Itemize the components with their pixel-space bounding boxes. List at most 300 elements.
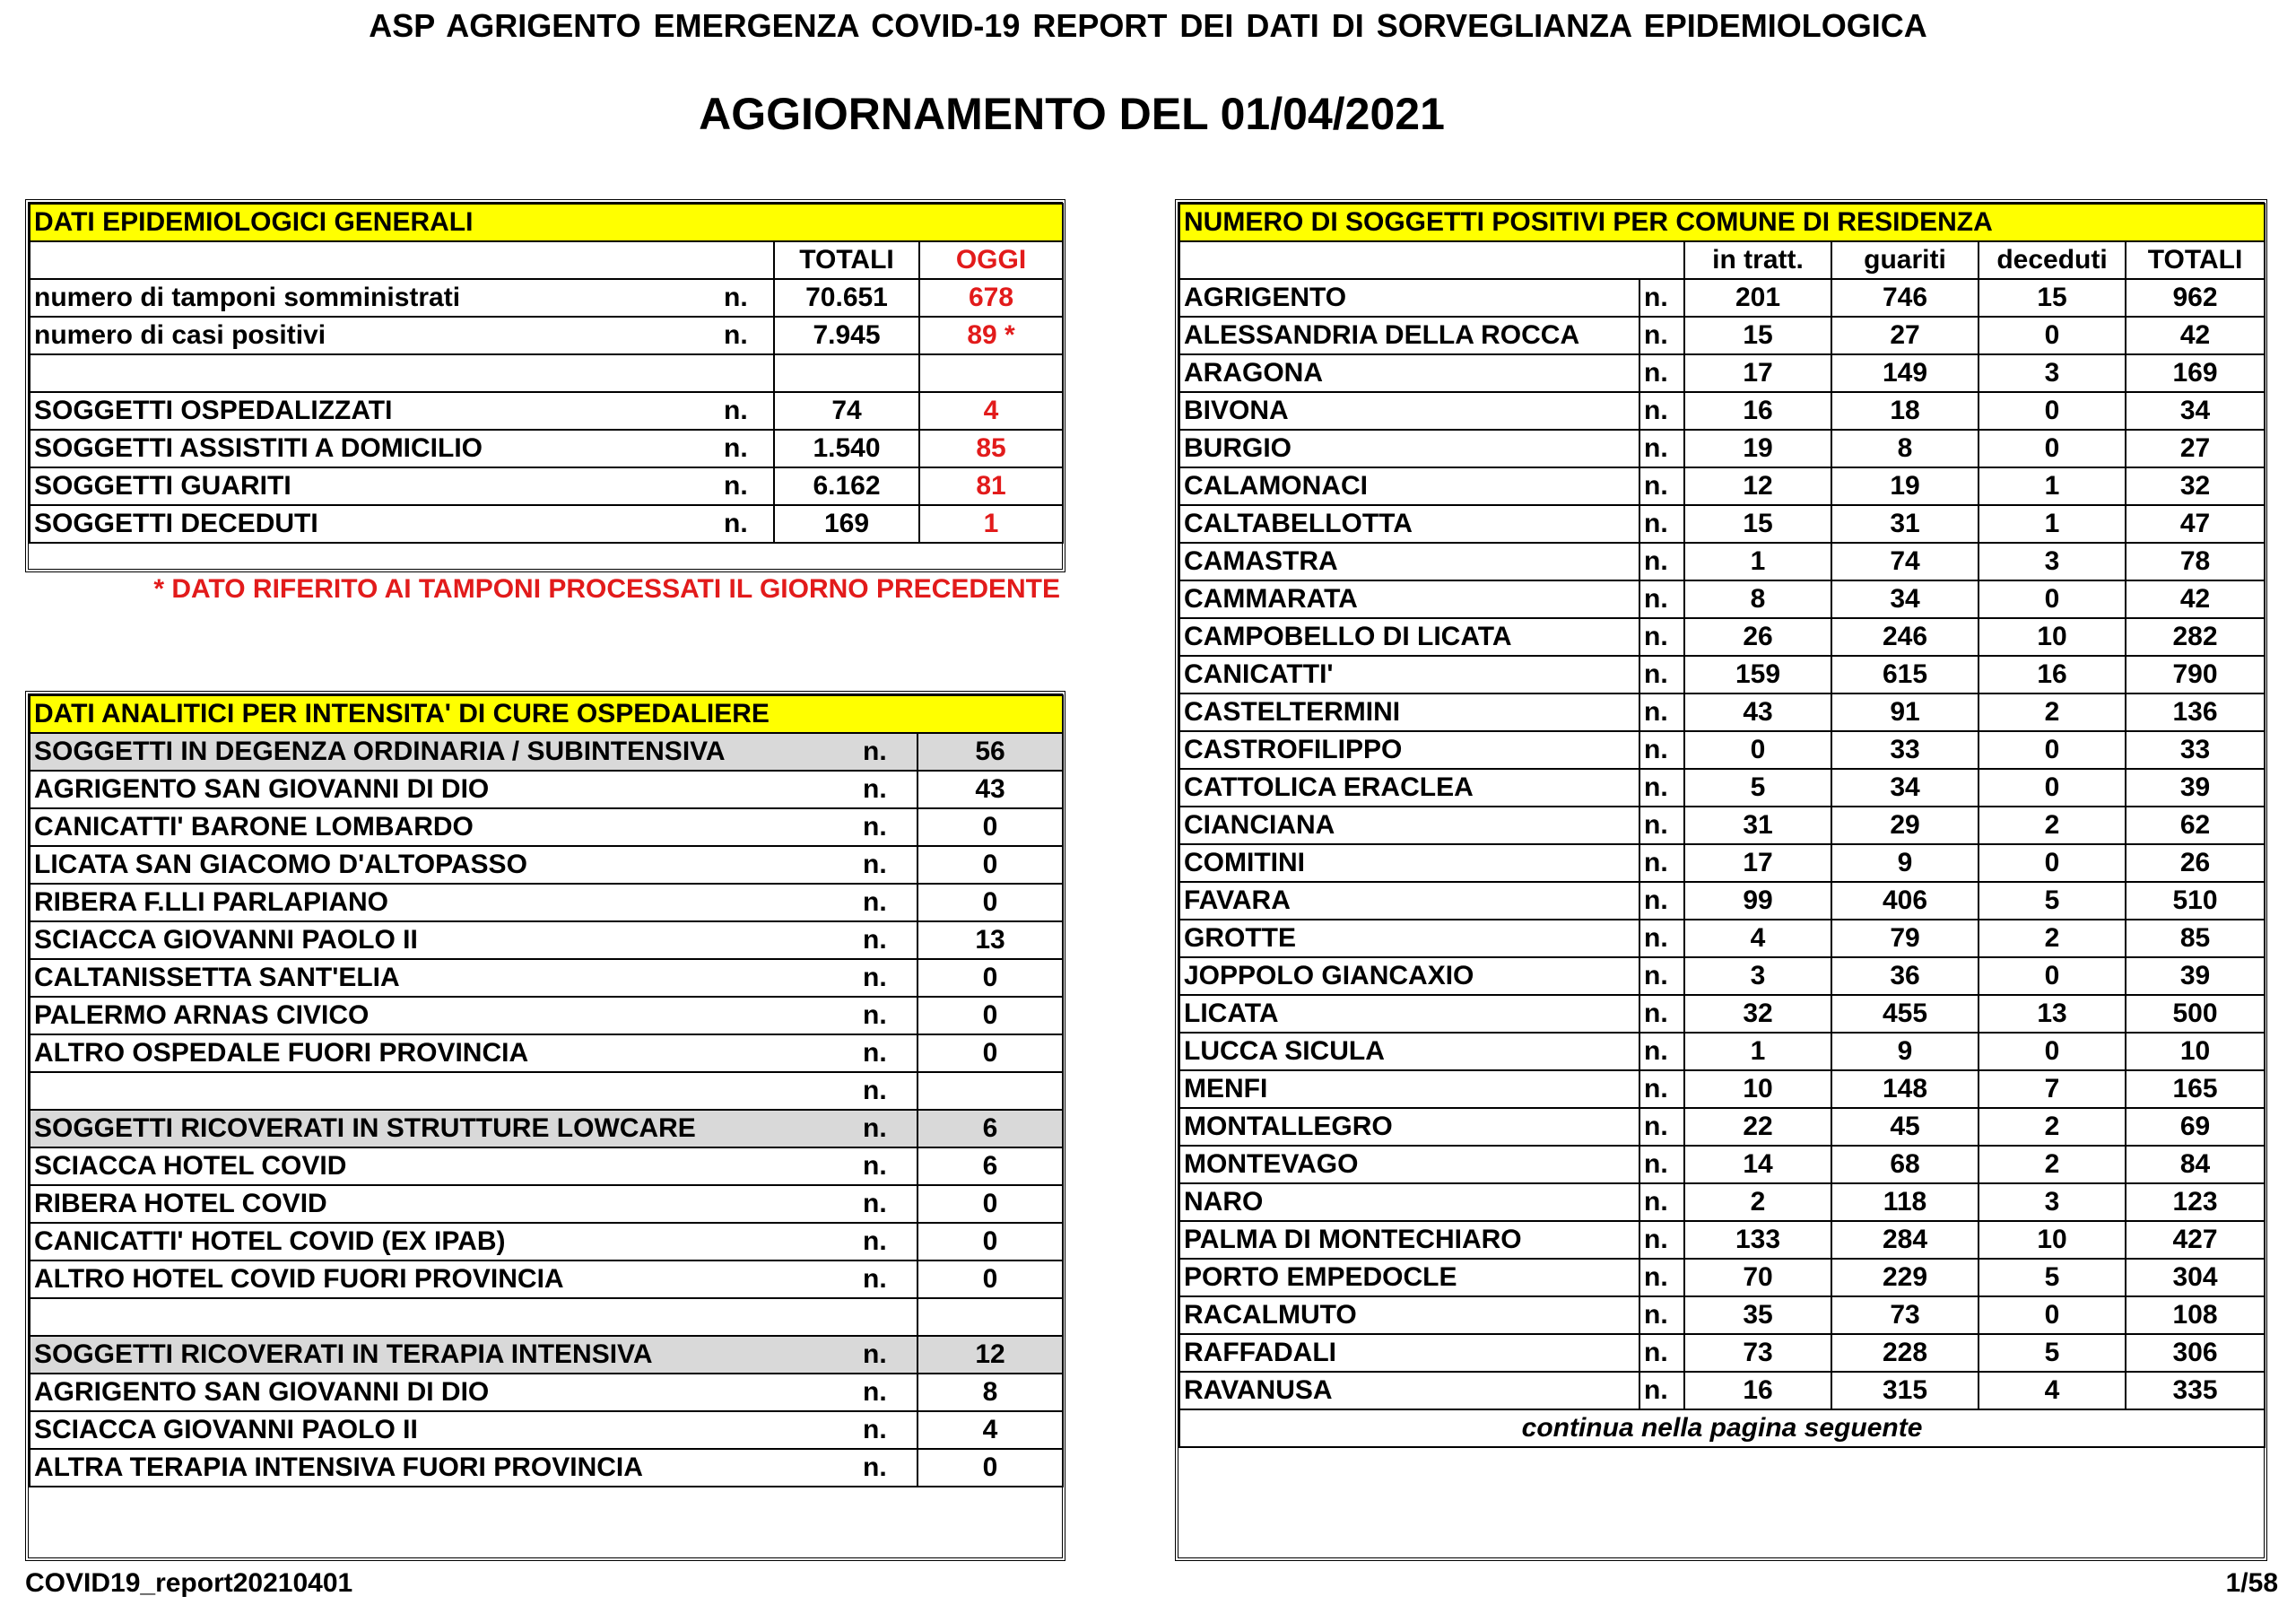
comuni-header-blank: [1179, 241, 1684, 279]
comune-row: [1179, 430, 2265, 467]
comune-guariti: 34: [1831, 769, 1979, 807]
comune-totali: 39: [2126, 769, 2265, 807]
general-header-blank: [30, 241, 774, 279]
comune-unit: n.: [1639, 957, 1684, 995]
comune-row: [1179, 957, 2265, 995]
hospital-row-unit: n.: [859, 1449, 918, 1487]
comuni-continue-row: [1179, 1409, 2265, 1447]
comune-row: [1179, 1221, 2265, 1259]
hospital-row-unit: n.: [859, 1411, 918, 1449]
general-row: [30, 279, 1063, 317]
comune-name: FAVARA: [1179, 882, 1639, 920]
hospital-row-label: AGRIGENTO SAN GIOVANNI DI DIO: [30, 771, 859, 808]
comune-guariti: 79: [1831, 920, 1979, 957]
general-row-unit: n.: [720, 279, 774, 317]
comune-row: [1179, 467, 2265, 505]
hospital-row-unit: [859, 1298, 918, 1336]
hospital-row-unit: n.: [859, 997, 918, 1034]
hospital-row-unit: n.: [859, 1147, 918, 1185]
hospital-row: [30, 1223, 1063, 1260]
hospital-data-table: [29, 694, 1064, 1487]
comune-name: BURGIO: [1179, 430, 1639, 467]
hospital-row-unit: n.: [859, 1110, 918, 1147]
hospital-row: [30, 921, 1063, 959]
hospital-row: [30, 846, 1063, 884]
general-row-unit: n.: [720, 467, 774, 505]
hospital-row-value: 13: [918, 921, 1063, 959]
comune-name: COMITINI: [1179, 844, 1639, 882]
comuni-section-title: NUMERO DI SOGGETTI POSITIVI PER COMUNE DI RESIDENZA: [1179, 204, 2265, 241]
comune-totali: 34: [2126, 392, 2265, 430]
hospital-row-label: ALTRO OSPEDALE FUORI PROVINCIA: [30, 1034, 859, 1072]
comune-totali: 42: [2126, 580, 2265, 618]
hospital-row-label: ALTRO HOTEL COVID FUORI PROVINCIA: [30, 1260, 859, 1298]
comune-deceduti: 2: [1979, 1146, 2126, 1183]
hospital-row: [30, 1260, 1063, 1298]
hospital-row-value: 0: [918, 884, 1063, 921]
comune-name: CAMPOBELLO DI LICATA: [1179, 618, 1639, 656]
comune-unit: n.: [1639, 1296, 1684, 1334]
comune-guariti: 148: [1831, 1070, 1979, 1108]
comune-in-tratt: 73: [1684, 1334, 1831, 1372]
general-row-oggi: 4: [919, 392, 1063, 430]
comune-row: [1179, 279, 2265, 317]
comune-totali: 62: [2126, 807, 2265, 844]
hospital-row-label: PALERMO ARNAS CIVICO: [30, 997, 859, 1034]
general-row-totali: 6.162: [774, 467, 919, 505]
comune-unit: n.: [1639, 882, 1684, 920]
comune-in-tratt: 3: [1684, 957, 1831, 995]
hospital-row-value: 8: [918, 1374, 1063, 1411]
general-row: [30, 505, 1063, 543]
comune-row: [1179, 769, 2265, 807]
comune-deceduti: 15: [1979, 279, 2126, 317]
comune-deceduti: 0: [1979, 392, 2126, 430]
comune-guariti: 455: [1831, 995, 1979, 1033]
general-row-label: numero di tamponi somministrati: [30, 279, 720, 317]
comune-totali: 33: [2126, 731, 2265, 769]
comune-row: [1179, 807, 2265, 844]
comune-unit: n.: [1639, 995, 1684, 1033]
general-row-label: [30, 354, 720, 392]
comune-deceduti: 2: [1979, 1108, 2126, 1146]
comune-name: ALESSANDRIA DELLA ROCCA: [1179, 317, 1639, 354]
comune-deceduti: 0: [1979, 769, 2126, 807]
comune-row: [1179, 920, 2265, 957]
continue-note: continua nella pagina seguente: [1179, 1409, 2265, 1447]
general-row-oggi: [919, 354, 1063, 392]
comune-row: [1179, 1372, 2265, 1409]
comune-deceduti: 13: [1979, 995, 2126, 1033]
comune-totali: 47: [2126, 505, 2265, 543]
hospital-section-title: DATI ANALITICI PER INTENSITA' DI CURE OSPEDALIERE: [30, 695, 1063, 733]
comune-unit: n.: [1639, 731, 1684, 769]
comune-guariti: 74: [1831, 543, 1979, 580]
comune-unit: n.: [1639, 769, 1684, 807]
comune-in-tratt: 2: [1684, 1183, 1831, 1221]
comune-row: [1179, 317, 2265, 354]
comune-deceduti: 0: [1979, 580, 2126, 618]
comune-unit: n.: [1639, 656, 1684, 693]
comuni-data-frame: [1175, 199, 2267, 1561]
comune-unit: n.: [1639, 467, 1684, 505]
report-date-title: AGGIORNAMENTO DEL 01/04/2021: [699, 89, 1445, 139]
comune-totali: 306: [2126, 1334, 2265, 1372]
comune-totali: 26: [2126, 844, 2265, 882]
comune-deceduti: 1: [1979, 467, 2126, 505]
comune-row: [1179, 580, 2265, 618]
general-row-oggi: 89 *: [919, 317, 1063, 354]
comune-unit: n.: [1639, 1334, 1684, 1372]
comune-deceduti: 5: [1979, 1334, 2126, 1372]
comune-unit: n.: [1639, 354, 1684, 392]
hospital-row-unit: n.: [859, 1185, 918, 1223]
comune-guariti: 68: [1831, 1146, 1979, 1183]
hospital-row-label: SCIACCA GIOVANNI PAOLO II: [30, 1411, 859, 1449]
comune-in-tratt: 0: [1684, 731, 1831, 769]
comune-unit: n.: [1639, 1070, 1684, 1108]
comune-unit: n.: [1639, 1221, 1684, 1259]
comune-in-tratt: 12: [1684, 467, 1831, 505]
comune-unit: n.: [1639, 317, 1684, 354]
comune-unit: n.: [1639, 807, 1684, 844]
comune-unit: n.: [1639, 1108, 1684, 1146]
general-row-unit: n.: [720, 430, 774, 467]
hospital-data-frame: [25, 691, 1065, 1561]
comune-name: RAFFADALI: [1179, 1334, 1639, 1372]
comune-row: [1179, 505, 2265, 543]
comune-in-tratt: 26: [1684, 618, 1831, 656]
comune-in-tratt: 1: [1684, 543, 1831, 580]
hospital-row-value: [918, 1298, 1063, 1336]
comune-in-tratt: 15: [1684, 505, 1831, 543]
comune-guariti: 8: [1831, 430, 1979, 467]
comune-unit: n.: [1639, 430, 1684, 467]
comune-in-tratt: 32: [1684, 995, 1831, 1033]
comune-guariti: 9: [1831, 1033, 1979, 1070]
hospital-row: [30, 1072, 1063, 1110]
hospital-row: [30, 1185, 1063, 1223]
comune-name: CALTABELLOTTA: [1179, 505, 1639, 543]
comune-deceduti: 10: [1979, 618, 2126, 656]
general-row-totali: 1.540: [774, 430, 919, 467]
general-row-totali: 74: [774, 392, 919, 430]
hospital-row-label: RIBERA F.LLI PARLAPIANO: [30, 884, 859, 921]
hospital-row-value: 56: [918, 733, 1063, 771]
general-section-title: DATI EPIDEMIOLOGICI GENERALI: [30, 204, 1063, 241]
comune-totali: 335: [2126, 1372, 2265, 1409]
comune-totali: 123: [2126, 1183, 2265, 1221]
comune-row: [1179, 693, 2265, 731]
comune-deceduti: 0: [1979, 1296, 2126, 1334]
comune-unit: n.: [1639, 1259, 1684, 1296]
comune-deceduti: 3: [1979, 543, 2126, 580]
comune-name: CALAMONACI: [1179, 467, 1639, 505]
comune-in-tratt: 16: [1684, 1372, 1831, 1409]
comune-name: JOPPOLO GIANCAXIO: [1179, 957, 1639, 995]
hospital-row-value: 0: [918, 1034, 1063, 1072]
comune-guariti: 34: [1831, 580, 1979, 618]
comune-unit: n.: [1639, 279, 1684, 317]
hospital-row-value: 0: [918, 1260, 1063, 1298]
comune-guariti: 73: [1831, 1296, 1979, 1334]
general-row-totali: 70.651: [774, 279, 919, 317]
hospital-row-label: [30, 1072, 859, 1110]
page-number: 1/58: [2225, 1568, 2278, 1598]
general-row-unit: n.: [720, 317, 774, 354]
hospital-row-label: CANICATTI' BARONE LOMBARDO: [30, 808, 859, 846]
general-row-label: SOGGETTI ASSISTITI A DOMICILIO: [30, 430, 720, 467]
hospital-row-unit: n.: [859, 921, 918, 959]
comune-guariti: 9: [1831, 844, 1979, 882]
comune-guariti: 229: [1831, 1259, 1979, 1296]
comune-deceduti: 16: [1979, 656, 2126, 693]
hospital-row-unit: n.: [859, 846, 918, 884]
comune-row: [1179, 1146, 2265, 1183]
comune-name: RACALMUTO: [1179, 1296, 1639, 1334]
hospital-row-value: [918, 1072, 1063, 1110]
comune-guariti: 315: [1831, 1372, 1979, 1409]
comune-name: ARAGONA: [1179, 354, 1639, 392]
comune-deceduti: 0: [1979, 731, 2126, 769]
hospital-row-value: 0: [918, 997, 1063, 1034]
comune-name: CASTELTERMINI: [1179, 693, 1639, 731]
comuni-data-table: [1178, 203, 2266, 1448]
comune-deceduti: 0: [1979, 957, 2126, 995]
hospital-row-unit: n.: [859, 959, 918, 997]
comune-name: CASTROFILIPPO: [1179, 731, 1639, 769]
general-row: [30, 467, 1063, 505]
hospital-row: [30, 997, 1063, 1034]
comune-guariti: 246: [1831, 618, 1979, 656]
comune-name: PORTO EMPEDOCLE: [1179, 1259, 1639, 1296]
general-row-oggi: 678: [919, 279, 1063, 317]
comune-totali: 69: [2126, 1108, 2265, 1146]
comune-name: BIVONA: [1179, 392, 1639, 430]
comune-in-tratt: 1: [1684, 1033, 1831, 1070]
comune-row: [1179, 392, 2265, 430]
report-filename: COVID19_report20210401: [25, 1568, 353, 1598]
general-data-table: [29, 203, 1064, 544]
comune-deceduti: 0: [1979, 1033, 2126, 1070]
comune-guariti: 615: [1831, 656, 1979, 693]
comune-guariti: 33: [1831, 731, 1979, 769]
comune-in-tratt: 17: [1684, 354, 1831, 392]
comune-in-tratt: 201: [1684, 279, 1831, 317]
col-totali-header: TOTALI: [774, 241, 919, 279]
hospital-row-unit: n.: [859, 808, 918, 846]
hospital-row-label: AGRIGENTO SAN GIOVANNI DI DIO: [30, 1374, 859, 1411]
comune-row: [1179, 1334, 2265, 1372]
comune-name: CIANCIANA: [1179, 807, 1639, 844]
comune-in-tratt: 4: [1684, 920, 1831, 957]
comune-deceduti: 0: [1979, 430, 2126, 467]
comune-guariti: 18: [1831, 392, 1979, 430]
comune-row: [1179, 1296, 2265, 1334]
hospital-row-unit: n.: [859, 1374, 918, 1411]
hospital-row-unit: n.: [859, 1336, 918, 1374]
general-row: [30, 354, 1063, 392]
comune-in-tratt: 99: [1684, 882, 1831, 920]
hospital-group-row: [30, 1336, 1063, 1374]
hospital-row-value: 6: [918, 1147, 1063, 1185]
comune-name: CAMMARATA: [1179, 580, 1639, 618]
comune-totali: 169: [2126, 354, 2265, 392]
comune-name: LUCCA SICULA: [1179, 1033, 1639, 1070]
hospital-row-value: 4: [918, 1411, 1063, 1449]
comune-row: [1179, 995, 2265, 1033]
comune-totali: 85: [2126, 920, 2265, 957]
general-row: [30, 317, 1063, 354]
comune-guariti: 149: [1831, 354, 1979, 392]
comune-totali: 32: [2126, 467, 2265, 505]
comune-totali: 39: [2126, 957, 2265, 995]
comune-deceduti: 2: [1979, 807, 2126, 844]
comune-in-tratt: 70: [1684, 1259, 1831, 1296]
comune-guariti: 746: [1831, 279, 1979, 317]
comune-deceduti: 0: [1979, 317, 2126, 354]
comune-unit: n.: [1639, 844, 1684, 882]
comune-name: RAVANUSA: [1179, 1372, 1639, 1409]
comune-totali: 500: [2126, 995, 2265, 1033]
comune-unit: n.: [1639, 1033, 1684, 1070]
hospital-row: [30, 1374, 1063, 1411]
comune-row: [1179, 1070, 2265, 1108]
comune-guariti: 45: [1831, 1108, 1979, 1146]
comune-unit: n.: [1639, 392, 1684, 430]
hospital-row-unit: n.: [859, 771, 918, 808]
hospital-row-label: [30, 1298, 859, 1336]
tamponi-footnote: * DATO RIFERITO AI TAMPONI PROCESSATI IL GIORNO PRECEDENTE: [153, 574, 1060, 604]
hospital-row: [30, 1147, 1063, 1185]
comune-row: [1179, 731, 2265, 769]
hospital-row-label: CANICATTI' HOTEL COVID (EX IPAB): [30, 1223, 859, 1260]
comune-guariti: 36: [1831, 957, 1979, 995]
comune-in-tratt: 17: [1684, 844, 1831, 882]
comune-name: CAMASTRA: [1179, 543, 1639, 580]
comune-guariti: 91: [1831, 693, 1979, 731]
hospital-row-value: 0: [918, 1223, 1063, 1260]
comune-in-tratt: 159: [1684, 656, 1831, 693]
hospital-row-value: 43: [918, 771, 1063, 808]
general-row-totali: 169: [774, 505, 919, 543]
hospital-row-label: SCIACCA GIOVANNI PAOLO II: [30, 921, 859, 959]
comune-guariti: 118: [1831, 1183, 1979, 1221]
comune-in-tratt: 10: [1684, 1070, 1831, 1108]
general-row: [30, 430, 1063, 467]
general-row-unit: [720, 354, 774, 392]
comune-name: GROTTE: [1179, 920, 1639, 957]
comune-in-tratt: 43: [1684, 693, 1831, 731]
comune-row: [1179, 354, 2265, 392]
comune-totali: 84: [2126, 1146, 2265, 1183]
comune-unit: n.: [1639, 1183, 1684, 1221]
comune-unit: n.: [1639, 505, 1684, 543]
general-row-oggi: 1: [919, 505, 1063, 543]
comune-row: [1179, 618, 2265, 656]
comune-totali: 10: [2126, 1033, 2265, 1070]
general-row-totali: [774, 354, 919, 392]
general-row: [30, 392, 1063, 430]
comune-name: MENFI: [1179, 1070, 1639, 1108]
comune-totali: 962: [2126, 279, 2265, 317]
hospital-row: [30, 1449, 1063, 1487]
comune-in-tratt: 31: [1684, 807, 1831, 844]
comune-name: AGRIGENTO: [1179, 279, 1639, 317]
comune-name: MONTALLEGRO: [1179, 1108, 1639, 1146]
comune-guariti: 29: [1831, 807, 1979, 844]
comune-guariti: 31: [1831, 505, 1979, 543]
general-row-label: numero di casi positivi: [30, 317, 720, 354]
hospital-row-label: SOGGETTI IN DEGENZA ORDINARIA / SUBINTENSIVA: [30, 733, 859, 771]
comune-deceduti: 5: [1979, 882, 2126, 920]
hospital-row: [30, 1298, 1063, 1336]
col-in-tratt-header: in tratt.: [1684, 241, 1831, 279]
comune-deceduti: 3: [1979, 1183, 2126, 1221]
hospital-row-value: 6: [918, 1110, 1063, 1147]
hospital-group-row: [30, 733, 1063, 771]
comune-deceduti: 7: [1979, 1070, 2126, 1108]
comune-guariti: 228: [1831, 1334, 1979, 1372]
comune-guariti: 27: [1831, 317, 1979, 354]
hospital-row-value: 0: [918, 846, 1063, 884]
general-row-unit: n.: [720, 505, 774, 543]
general-row-unit: n.: [720, 392, 774, 430]
report-title: ASP AGRIGENTO EMERGENZA COVID-19 REPORT DEI DATI DI SORVEGLIANZA EPIDEMIOLOGICA: [369, 7, 1927, 44]
col-deceduti-header: deceduti: [1979, 241, 2126, 279]
col-oggi-header: OGGI: [919, 241, 1063, 279]
comune-guariti: 406: [1831, 882, 1979, 920]
hospital-row: [30, 771, 1063, 808]
comune-row: [1179, 543, 2265, 580]
comune-in-tratt: 22: [1684, 1108, 1831, 1146]
comune-unit: n.: [1639, 1372, 1684, 1409]
comune-deceduti: 0: [1979, 844, 2126, 882]
comune-name: MONTEVAGO: [1179, 1146, 1639, 1183]
comune-deceduti: 10: [1979, 1221, 2126, 1259]
hospital-row-label: LICATA SAN GIACOMO D'ALTOPASSO: [30, 846, 859, 884]
comune-unit: n.: [1639, 693, 1684, 731]
comune-in-tratt: 19: [1684, 430, 1831, 467]
comune-deceduti: 1: [1979, 505, 2126, 543]
comune-row: [1179, 882, 2265, 920]
hospital-row: [30, 1034, 1063, 1072]
comune-totali: 510: [2126, 882, 2265, 920]
comune-deceduti: 2: [1979, 920, 2126, 957]
comune-deceduti: 2: [1979, 693, 2126, 731]
comune-in-tratt: 8: [1684, 580, 1831, 618]
comune-name: LICATA: [1179, 995, 1639, 1033]
comune-in-tratt: 5: [1684, 769, 1831, 807]
hospital-row-value: 0: [918, 1185, 1063, 1223]
hospital-row-label: CALTANISSETTA SANT'ELIA: [30, 959, 859, 997]
comune-deceduti: 4: [1979, 1372, 2126, 1409]
comune-name: NARO: [1179, 1183, 1639, 1221]
hospital-row-value: 0: [918, 808, 1063, 846]
col-guariti-header: guariti: [1831, 241, 1979, 279]
comune-row: [1179, 1108, 2265, 1146]
hospital-row-label: SOGGETTI RICOVERATI IN STRUTTURE LOWCARE: [30, 1110, 859, 1147]
col-totali-header: TOTALI: [2126, 241, 2265, 279]
comune-unit: n.: [1639, 1146, 1684, 1183]
hospital-row-unit: n.: [859, 733, 918, 771]
comune-unit: n.: [1639, 920, 1684, 957]
general-row-oggi: 85: [919, 430, 1063, 467]
comune-row: [1179, 1183, 2265, 1221]
comune-in-tratt: 133: [1684, 1221, 1831, 1259]
hospital-row-value: 0: [918, 1449, 1063, 1487]
hospital-row-value: 0: [918, 959, 1063, 997]
